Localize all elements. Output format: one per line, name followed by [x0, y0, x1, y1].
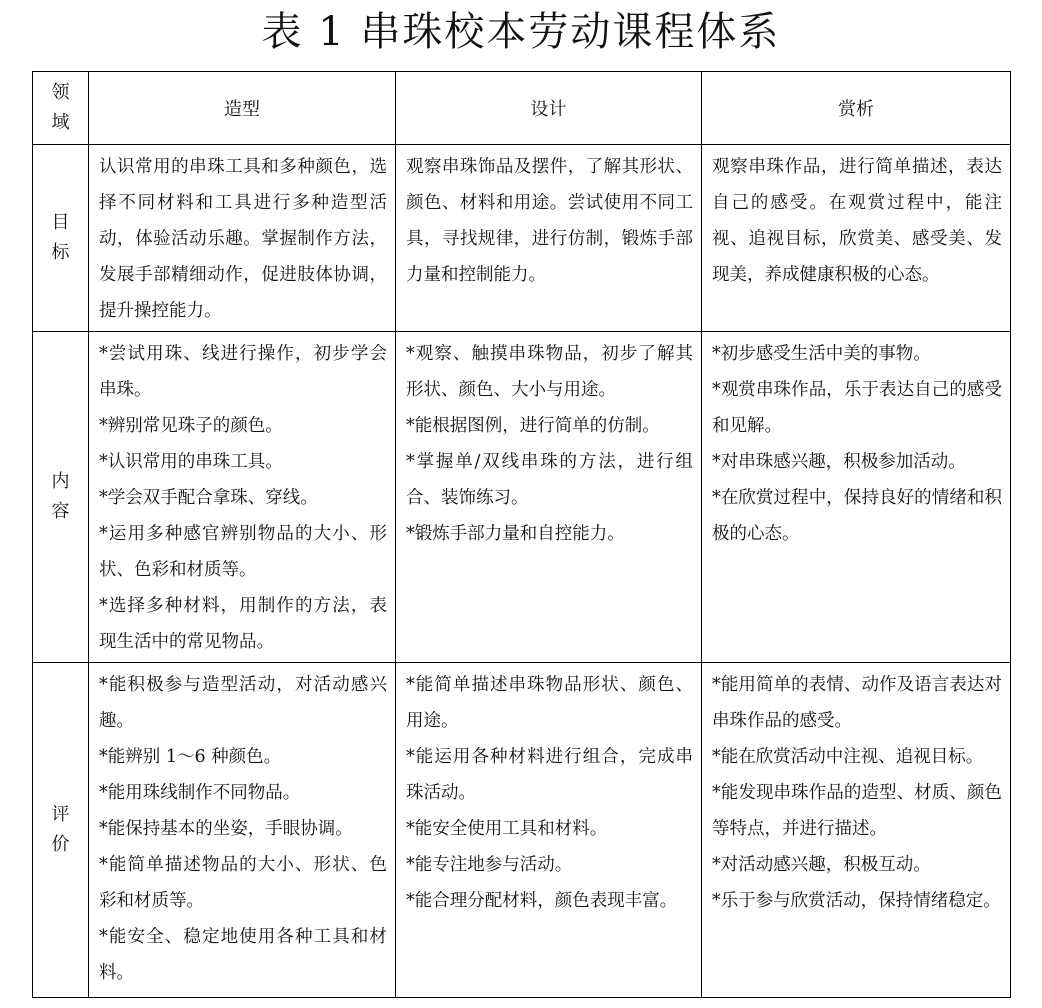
list-item: *能简单描述物品的大小、形状、色彩和材质等。	[99, 855, 387, 911]
list-item: *能用珠线制作不同物品。	[99, 783, 301, 803]
row-label-char: 评	[51, 804, 70, 825]
list-item: *能用简单的表情、动作及语言表达对串珠作品的感受。	[712, 675, 1002, 731]
goal-design-cell	[396, 145, 702, 332]
list-item: *观赏串珠作品，乐于表达自己的感受和见解。	[712, 380, 1002, 436]
list-item: *尝试用珠、线进行操作，初步学会串珠。	[99, 344, 387, 400]
list-item: *能保持基本的坐姿，手眼协调。	[99, 819, 353, 839]
content-design-cell	[396, 332, 702, 663]
row-label-char: 目	[51, 212, 70, 233]
list-item: *在欣赏过程中，保持良好的情绪和积极的心态。	[712, 488, 1002, 544]
table-header-row	[33, 72, 1011, 145]
content-appreciation-cell	[702, 332, 1011, 663]
list-item: *选择多种材料，用制作的方法，表现生活中的常见物品。	[99, 596, 387, 652]
goal-modeling-cell	[89, 145, 396, 332]
table-row-evaluation	[33, 663, 1011, 998]
goal-appreciation-cell	[702, 145, 1011, 332]
row-label-char: 标	[51, 242, 70, 263]
list-item: *辨别常见珠子的颜色。	[99, 416, 283, 436]
header-domain	[33, 72, 89, 145]
goal-appreciation-text: 观察串珠作品，进行简单描述，表达自己的感受。在观赏过程中，能注视、追视目标，欣赏美、感受美、发现美，养成健康积极的心态。	[712, 157, 1002, 285]
list-item: *掌握单/双线串珠的方法，进行组合、装饰练习。	[406, 452, 693, 508]
evaluation-appreciation-cell	[702, 663, 1011, 998]
list-item: *初步感受生活中美的事物。	[712, 344, 931, 364]
header-domain-char: 领	[51, 82, 70, 103]
content-modeling-cell	[89, 332, 396, 663]
list-item: *能根据图例，进行简单的仿制。	[406, 416, 660, 436]
evaluation-modeling-cell	[89, 663, 396, 998]
table-row-goal	[33, 145, 1011, 332]
row-label-char: 价	[51, 834, 70, 855]
list-item: *观察、触摸串珠物品，初步了解其形状、颜色、大小与用途。	[406, 344, 693, 400]
list-item: *学会双手配合拿珠、穿线。	[99, 488, 318, 508]
list-item: *对串珠感兴趣，积极参加活动。	[712, 452, 966, 472]
list-item: *锻炼手部力量和自控能力。	[406, 524, 625, 544]
evaluation-design-cell	[396, 663, 702, 998]
row-label-goal	[33, 145, 89, 332]
list-item: *能运用各种材料进行组合，完成串珠活动。	[406, 747, 693, 803]
list-item: *能在欣赏活动中注视、追视目标。	[712, 747, 984, 767]
header-design: 设计	[396, 72, 702, 145]
list-item: *能发现串珠作品的造型、材质、颜色等特点，并进行描述。	[712, 783, 1002, 839]
goal-design-text: 观察串珠饰品及摆件，了解其形状、颜色、材料和用途。尝试使用不同工具，寻找规律，进行仿制，锻炼手部力量和控制能力。	[406, 157, 693, 285]
table-title: 表 1 串珠校本劳动课程体系	[261, 9, 781, 55]
table-row-content	[33, 332, 1011, 663]
list-item: *对活动感兴趣，积极互动。	[712, 855, 931, 875]
row-label-content	[33, 332, 89, 663]
row-label-char: 内	[51, 471, 70, 492]
goal-modeling-text: 认识常用的串珠工具和多种颜色，选择不同材料和工具进行多种造型活动，体验活动乐趣。掌握制作方法，发展手部精细动作，促进肢体协调，提升操控能力。	[99, 157, 387, 321]
curriculum-table	[32, 71, 1011, 998]
header-domain-char: 域	[51, 112, 70, 133]
list-item: *能积极参与造型活动，对活动感兴趣。	[99, 675, 387, 731]
header-modeling: 造型	[89, 72, 396, 145]
list-item: *认识常用的串珠工具。	[99, 452, 283, 472]
list-item: *能辨别 1～6 种颜色。	[99, 747, 282, 767]
list-item: *能合理分配材料，颜色表现丰富。	[406, 891, 678, 911]
row-label-evaluation	[33, 663, 89, 998]
header-appreciation: 赏析	[702, 72, 1011, 145]
list-item: *运用多种感官辨别物品的大小、形状、色彩和材质等。	[99, 524, 387, 580]
row-label-char: 容	[51, 501, 70, 522]
list-item: *能专注地参与活动。	[406, 855, 573, 875]
list-item: *能安全使用工具和材料。	[406, 819, 608, 839]
list-item: *能简单描述串珠物品形状、颜色、用途。	[406, 675, 693, 731]
list-item: *能安全、稳定地使用各种工具和材料。	[99, 927, 387, 983]
list-item: *乐于参与欣赏活动，保持情绪稳定。	[712, 891, 1001, 911]
